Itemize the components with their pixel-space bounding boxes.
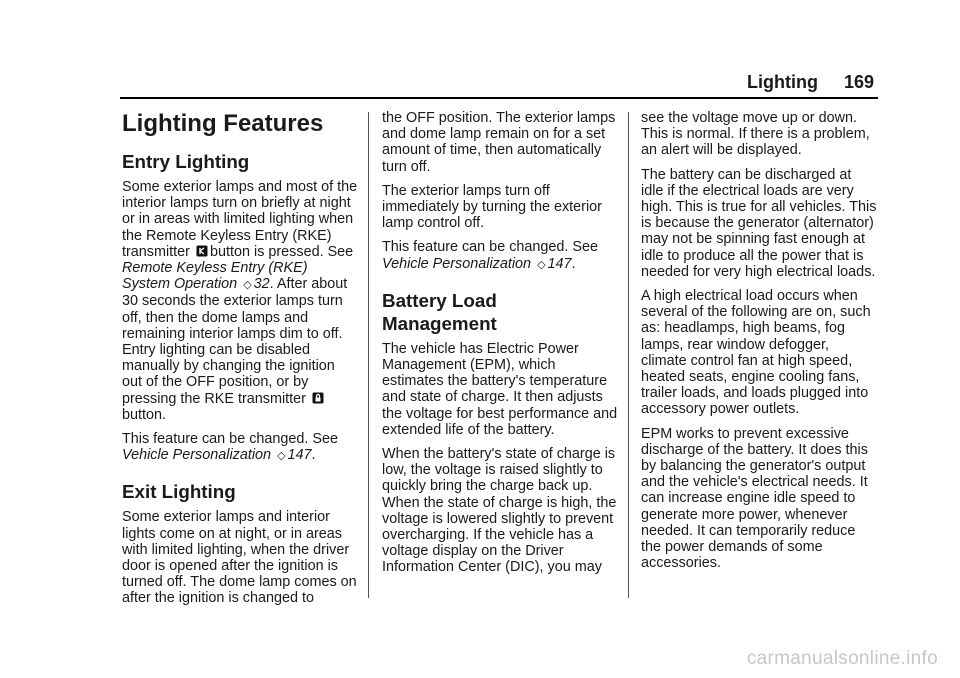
column-divider-2 [628, 112, 629, 598]
page-number: 169 [843, 72, 874, 92]
battery-paragraph-5: A high electrical load occurs when several of the following are on, such as: headlamps, high beams, fog lamps, rear window defogger, climate control fan at high speed, heated seats, engine cooling fans, trailer loads, and loads plugged into accessory power outlets. [641, 288, 871, 418]
unlock-icon [196, 245, 208, 257]
page-ref-147[interactable]: 147 [287, 447, 312, 464]
page-ref-icon: ◇ [243, 279, 252, 292]
page-header [747, 72, 874, 93]
battery-paragraph-2: When the battery's state of charge is low, the voltage is raised slightly to quickly bring the charge back up. When the state of charge is high, the voltage is lowered slightly to prevent overcharging. If the vehicle has a voltage display on the Driver Information Center (DIC), you may [382, 446, 617, 576]
column-2 [382, 110, 618, 584]
page-title: Lighting Features [122, 110, 324, 137]
page-ref-icon: ◇ [277, 450, 286, 463]
exit-lighting-heading: Exit Lighting [122, 481, 236, 503]
vehicle-personalization-link[interactable]: Vehicle Personalization [382, 255, 532, 272]
battery-paragraph-3: see the voltage move up or down. This is normal. If there is a problem, an alert will be displayed. [641, 110, 870, 159]
entry-lighting-heading: Entry Lighting [122, 151, 250, 172]
exit-lighting-paragraph-3: This feature can be changed. See Vehicle Personalization ◇ 147. [382, 239, 599, 272]
column-3 [641, 110, 877, 579]
page-ref-32[interactable]: 32 [253, 276, 270, 293]
battery-paragraph-4: The battery can be discharged at idle if the electrical loads are very high. This is true for all vehicles. This is because the generator (alternator) may not be spinning fast enough at idle to produce all the power that is needed for very high electrical loads. [641, 166, 877, 280]
watermark: carmanualsonline.info [746, 648, 938, 669]
entry-lighting-paragraph-1: Some exterior lamps and most of the interior lamps turn on briefly at night or in areas with limited lighting when the Remote Keyless Entry (RKE) transmitter button is pressed. See Remote Keyless Entry (RKE) System Operation ◇ 32. After about 30 seconds the exterior lamps turn off, then the dome lamps and remaining interior lamps dim to off. Entry lighting can be disabled manually by changing the ignition out of the OFF position, or by pressing the RKE transmitter button. [122, 179, 358, 423]
header-rule [120, 97, 878, 99]
exit-lighting-continued: the OFF position. The exterior lamps and dome lamp remain on for a set amount of time, then automatically turn off. [382, 110, 616, 175]
battery-load-heading: Battery Load Management [382, 289, 497, 334]
page-ref-icon: ◇ [537, 258, 546, 271]
exit-lighting-paragraph-2: The exterior lamps turn off immediately by turning the exterior lamp control off. [382, 182, 602, 232]
battery-paragraph-1: The vehicle has Electric Power Management (EPM), which estimates the battery's temperature and state of charge. It then adjusts the voltage for best performance and extended life of the battery. [382, 340, 618, 438]
exit-lighting-paragraph: Some exterior lamps and interior lights come on at night, or in areas with limited lighting, when the driver door is opened after the ignition is turned off. The dome lamp comes on after the ignition is changed to [122, 509, 357, 607]
vehicle-personalization-link[interactable]: Vehicle Personalization [122, 447, 272, 464]
battery-paragraph-6: EPM works to prevent excessive discharge of the battery. It does this by balancing the generator's output and the vehicle's electrical needs. It can increase engine idle speed to generate more power, whenever needed. It can temporarily reduce the power demands of some accessories. [641, 425, 868, 572]
column-1 [122, 110, 358, 615]
entry-lighting-paragraph-2: This feature can be changed. See Vehicle Personalization ◇ 147. [122, 431, 339, 464]
lock-icon [312, 392, 324, 404]
column-divider-1 [368, 112, 369, 598]
section-name: Lighting [746, 72, 818, 92]
rke-system-link[interactable]: Remote Keyless Entry (RKE) System Operation [122, 260, 308, 293]
page-ref-147[interactable]: 147 [547, 255, 572, 272]
